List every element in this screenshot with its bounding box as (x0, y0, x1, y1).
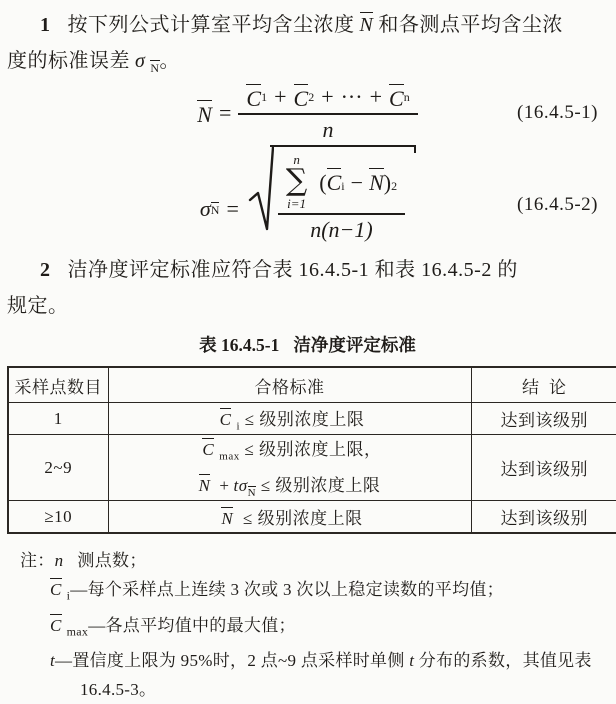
cleanliness-evaluation-table (7, 366, 616, 534)
equation-1-number: (16.4.5-1) (517, 102, 598, 123)
plus-sign: + (369, 84, 383, 109)
equation-1-math (197, 83, 417, 143)
sigma-symbol: σ (238, 476, 248, 496)
paragraph-2-line-1 (7, 252, 608, 288)
n-bar-lhs: N (197, 101, 212, 127)
table-header-row (8, 367, 616, 403)
cmax-subscript: max (66, 624, 89, 639)
ci-subscript: i (66, 588, 71, 603)
table-row (8, 435, 616, 501)
c2-subscript: 2 (308, 89, 315, 104)
sigma-symbol: σ (135, 50, 146, 72)
cell-conclusion-1: 达到该级别 (471, 403, 616, 435)
cmax-bar: C (202, 440, 215, 459)
header-pass-criteria: 合格标准 (108, 367, 471, 403)
summation-lower-limit: i=1 (287, 196, 307, 212)
n-symbol: n (54, 551, 64, 571)
equation-16-4-5-2 (7, 150, 608, 243)
summation (286, 153, 307, 211)
cmax-subscript: max (219, 450, 240, 463)
table-title-text: 洁净度评定标准 (293, 335, 416, 355)
cn-bar: C (389, 85, 404, 111)
plus-sign: + (321, 84, 334, 109)
fraction-numerator (278, 152, 405, 216)
note-line-t (20, 646, 608, 675)
paragraph-1 (7, 7, 608, 79)
fraction-denominator: n (322, 117, 334, 143)
n-bar: N (198, 476, 211, 496)
note-line-ci (20, 575, 608, 610)
sigma-subscript-n-bar: N (210, 203, 220, 217)
paragraph-2 (7, 252, 608, 324)
cell-criteria-1 (108, 403, 471, 435)
ci-subscript: i (236, 420, 241, 433)
t-symbol: t (409, 651, 415, 671)
paragraph-1-text-b: 和各测点平均含尘浓 (378, 14, 563, 36)
plus-sign: + (274, 84, 287, 109)
n-bar: N (221, 509, 234, 529)
note-text: 测点数； (77, 551, 147, 571)
fraction-denominator: n(n−1) (310, 217, 373, 243)
note-line-continuation: 16.4.5-3。 (80, 680, 157, 700)
header-sampling-points: 采样点数目 (8, 367, 108, 403)
paragraph-2-number: 2 (40, 259, 51, 281)
cell-points-3: ≥10 (8, 501, 108, 534)
equation-2-lhs (200, 196, 246, 222)
paragraph-1-line-2 (7, 43, 608, 79)
table-number-label: 表 16.4.5-1 (199, 335, 280, 355)
criteria-text: ≤ 级别浓度上限， (239, 440, 382, 459)
equals-sign: = (226, 196, 239, 221)
open-paren: ( (319, 169, 327, 195)
fraction-numerator (238, 83, 417, 115)
fraction (238, 83, 417, 143)
paragraph-2-line-2: 规定。 (7, 295, 69, 317)
plus-sign: + (219, 476, 230, 496)
criteria-line-b (113, 471, 467, 500)
cell-points-2: 2~9 (8, 435, 108, 501)
paragraph-1-text-c: 度的标准误差 (7, 50, 130, 72)
sigma-symbol: σ (199, 196, 211, 221)
close-paren: ) (383, 169, 392, 195)
t-symbol: t (50, 651, 56, 671)
note-line-n (20, 546, 608, 575)
note-text: —每个采样点上连续 3 次或 3 次以上稳定读数的平均值； (70, 580, 504, 600)
note-label: 注： (20, 551, 55, 571)
cmax-bar: C (50, 615, 62, 635)
ci-bar: C (326, 169, 342, 195)
paragraph-2-text: 洁净度评定标准应符合表 16.4.5-1 和表 16.4.5-2 的 (67, 259, 518, 281)
minus-sign: − (350, 169, 364, 195)
note-text: —各点平均值中的最大值； (88, 615, 296, 635)
c1-bar: C (246, 85, 262, 111)
criteria-line-a (113, 435, 467, 471)
ci-subscript: i (341, 178, 345, 193)
cell-conclusion-3: 达到该级别 (471, 501, 616, 534)
header-conclusion: 结 论 (471, 367, 616, 403)
ci-bar: C (50, 580, 62, 600)
sigma-subscript-n-bar: N (150, 61, 160, 75)
note-line-cmax (20, 611, 608, 646)
equation-2-math (200, 145, 415, 244)
cell-criteria-3 (108, 501, 471, 534)
c1-subscript: 1 (261, 89, 268, 104)
equation-2-number: (16.4.5-2) (517, 194, 598, 216)
ellipsis-dots: ··· (340, 84, 363, 109)
paragraph-1-line-1 (7, 7, 608, 43)
paragraph-1-number: 1 (40, 14, 51, 36)
cell-criteria-2 (108, 435, 471, 501)
equation-16-4-5-1 (7, 84, 608, 142)
radicand (270, 145, 415, 244)
criteria-text: ≤ 级别浓度上限 (256, 476, 381, 496)
criteria-text: ≤ 级别浓度上限 (240, 409, 365, 429)
note-text: —置信度上限为 95%时，2 点~9 点采样时单侧 (55, 651, 410, 671)
c2-bar: C (293, 85, 309, 111)
equals-sign: = (218, 100, 232, 125)
cell-conclusion-2: 达到该级别 (471, 435, 616, 501)
table-notes (7, 546, 608, 704)
summand-expression (319, 168, 397, 196)
sigma-sum-icon: ∑ (285, 162, 308, 198)
paragraph-1-text-a: 按下列公式计算室平均含尘浓度 (67, 14, 355, 36)
n-bar-symbol: N (359, 14, 374, 36)
n-bar: N (369, 169, 384, 195)
t-symbol: t (233, 476, 239, 496)
sigma-subscript-n-bar: N (247, 486, 257, 499)
cn-subscript: n (403, 89, 410, 104)
summation-upper-limit: n (293, 151, 300, 167)
note-text: 分布的系数，其值见表 (414, 651, 592, 671)
square-root (248, 145, 415, 244)
table-row (8, 403, 616, 435)
table-row (8, 501, 616, 534)
ci-bar: C (219, 409, 232, 429)
fraction (278, 152, 405, 244)
squared-exponent: 2 (391, 178, 398, 193)
cell-points-1: 1 (8, 403, 108, 435)
criteria-text: ≤ 级别浓度上限 (238, 509, 363, 529)
table-title (7, 333, 608, 357)
paragraph-1-period: 。 (159, 50, 181, 72)
